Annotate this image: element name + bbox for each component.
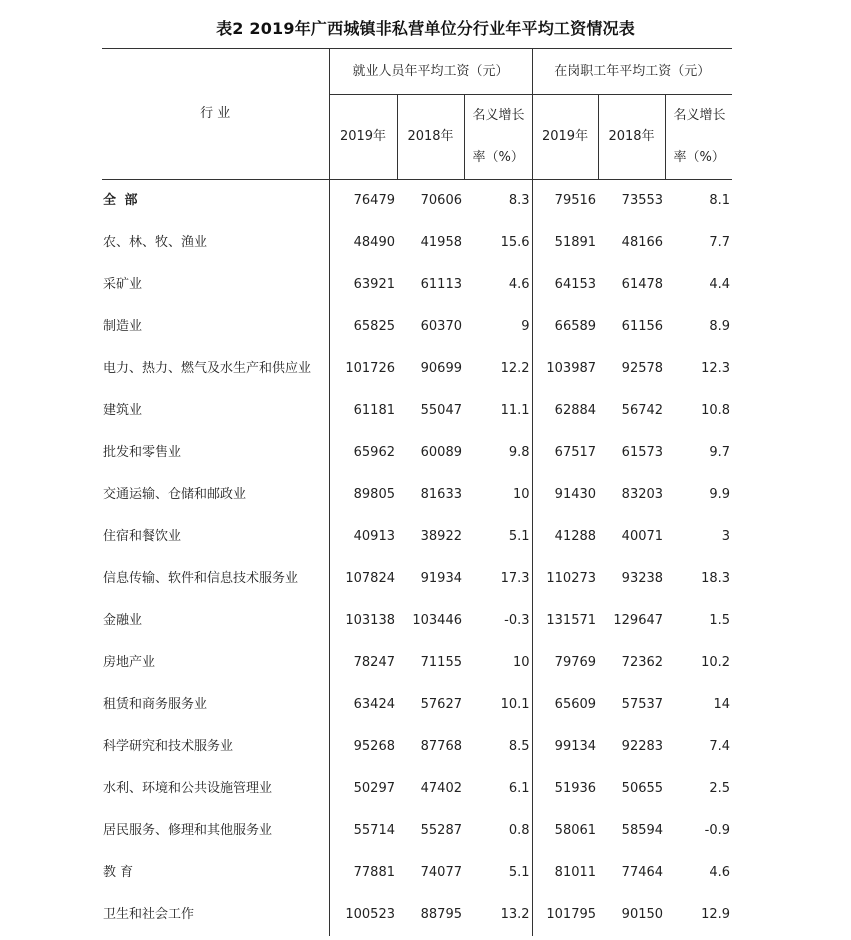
cell-onpost-2019: 65609 bbox=[532, 684, 598, 726]
cell-employed-2019: 63424 bbox=[329, 684, 397, 726]
cell-onpost-2019: 66589 bbox=[532, 306, 598, 348]
cell-onpost-2019: 103987 bbox=[532, 348, 598, 390]
cell-employed-growth: 10 bbox=[512, 486, 530, 502]
table-row bbox=[102, 600, 732, 642]
cell-onpost-2018: 92578 bbox=[621, 360, 664, 376]
cell-onpost-2019: 81011 bbox=[532, 852, 598, 894]
cell-employed-2019: 107824 bbox=[329, 558, 397, 600]
header-growth-line1: 名义增长 bbox=[673, 108, 726, 123]
cell-onpost-growth: 4.4 bbox=[709, 276, 731, 292]
header-industry: 行 业 bbox=[102, 49, 329, 180]
header-group-employed: 就业人员年平均工资（元） bbox=[329, 49, 532, 95]
cell-onpost-2018: 48166 bbox=[621, 234, 664, 250]
cell-employed-growth: 4.6 bbox=[508, 276, 530, 292]
cell-onpost-growth: 9.9 bbox=[709, 486, 731, 502]
table-row bbox=[102, 516, 732, 558]
header-group-onpost: 在岗职工年平均工资（元） bbox=[532, 49, 732, 95]
cell-employed-2018: 88795 bbox=[420, 906, 462, 922]
table-row bbox=[102, 894, 732, 936]
cell-employed-2018: 81633 bbox=[420, 486, 462, 502]
cell-employed-2019: 65825 bbox=[329, 306, 397, 348]
cell-employed-2018: 90699 bbox=[420, 360, 462, 376]
cell-employed-2018: 55047 bbox=[420, 402, 462, 418]
cell-employed-growth: 5.1 bbox=[508, 528, 530, 544]
cell-onpost-growth: 18.3 bbox=[701, 570, 731, 586]
table-row bbox=[102, 222, 732, 264]
cell-onpost-2019: 131571 bbox=[532, 600, 598, 642]
cell-onpost-2019: 99134 bbox=[532, 726, 598, 768]
cell-employed-2019: 40913 bbox=[329, 516, 397, 558]
cell-onpost-2019: 41288 bbox=[532, 516, 598, 558]
table-header bbox=[102, 49, 732, 180]
cell-onpost-2019: 64153 bbox=[532, 264, 598, 306]
cell-employed-growth: 5.1 bbox=[508, 864, 530, 880]
cell-employed-2018: 47402 bbox=[420, 780, 462, 796]
cell-onpost-2018: 93238 bbox=[621, 570, 664, 586]
table-row bbox=[102, 390, 732, 432]
cell-employed-growth: 15.6 bbox=[500, 234, 530, 250]
row-industry-name: 制造业 bbox=[103, 318, 143, 334]
cell-onpost-2018: 61573 bbox=[621, 444, 664, 460]
cell-employed-2019: 50297 bbox=[329, 768, 397, 810]
header-employed-growth bbox=[464, 95, 532, 180]
row-industry-name: 全 部 bbox=[103, 192, 140, 208]
cell-employed-growth: 9.8 bbox=[508, 444, 530, 460]
header-growth-line2: 率（%） bbox=[472, 150, 524, 165]
cell-employed-2018: 74077 bbox=[420, 864, 462, 880]
cell-onpost-2018: 83203 bbox=[621, 486, 664, 502]
cell-onpost-2019: 51936 bbox=[532, 768, 598, 810]
cell-employed-2018: 87768 bbox=[420, 738, 462, 754]
cell-employed-2019: 63921 bbox=[329, 264, 397, 306]
row-industry-name: 农、林、牧、渔业 bbox=[103, 234, 208, 250]
cell-onpost-2019: 67517 bbox=[532, 432, 598, 474]
row-industry-name: 住宿和餐饮业 bbox=[103, 528, 182, 544]
cell-onpost-growth: 14 bbox=[713, 696, 731, 712]
cell-onpost-2019: 62884 bbox=[532, 390, 598, 432]
header-onpost-2019: 2019年 bbox=[532, 95, 598, 180]
cell-employed-2019: 103138 bbox=[329, 600, 397, 642]
table-row bbox=[102, 852, 732, 894]
cell-onpost-2019: 91430 bbox=[532, 474, 598, 516]
cell-employed-2018: 103446 bbox=[412, 612, 462, 628]
cell-employed-2019: 48490 bbox=[329, 222, 397, 264]
row-industry-name: 信息传输、软件和信息技术服务业 bbox=[103, 570, 299, 586]
cell-employed-2018: 38922 bbox=[420, 528, 462, 544]
cell-onpost-growth: 7.7 bbox=[709, 234, 731, 250]
cell-employed-2018: 61113 bbox=[420, 276, 462, 292]
cell-onpost-2018: 50655 bbox=[621, 780, 664, 796]
row-industry-name: 建筑业 bbox=[103, 402, 143, 418]
cell-onpost-growth: 12.3 bbox=[701, 360, 731, 376]
table-row bbox=[102, 726, 732, 768]
row-industry-name: 批发和零售业 bbox=[103, 444, 182, 460]
cell-employed-2019: 100523 bbox=[329, 894, 397, 936]
cell-onpost-growth: 10.2 bbox=[701, 654, 731, 670]
cell-onpost-growth: 8.1 bbox=[709, 192, 731, 208]
cell-employed-2018: 60370 bbox=[420, 318, 462, 334]
cell-onpost-growth: 9.7 bbox=[709, 444, 731, 460]
row-industry-name: 科学研究和技术服务业 bbox=[103, 738, 234, 754]
cell-employed-growth: 13.2 bbox=[500, 906, 530, 922]
table-row bbox=[102, 306, 732, 348]
cell-onpost-growth: -0.9 bbox=[704, 822, 731, 838]
table-row bbox=[102, 180, 732, 222]
cell-employed-2018: 41958 bbox=[420, 234, 462, 250]
cell-employed-2018: 71155 bbox=[420, 654, 462, 670]
row-industry-name: 居民服务、修理和其他服务业 bbox=[103, 822, 273, 838]
cell-onpost-2019: 79516 bbox=[532, 180, 598, 222]
header-onpost-growth bbox=[665, 95, 732, 180]
wage-table bbox=[102, 48, 732, 936]
table-row bbox=[102, 474, 732, 516]
cell-employed-2018: 60089 bbox=[420, 444, 462, 460]
table-row bbox=[102, 558, 732, 600]
cell-onpost-2019: 110273 bbox=[532, 558, 598, 600]
cell-onpost-2018: 92283 bbox=[621, 738, 664, 754]
cell-onpost-growth: 1.5 bbox=[709, 612, 731, 628]
cell-onpost-growth: 2.5 bbox=[709, 780, 731, 796]
cell-employed-growth: 0.8 bbox=[508, 822, 530, 838]
cell-employed-growth: 8.3 bbox=[508, 192, 530, 208]
cell-employed-growth: 10 bbox=[512, 654, 530, 670]
header-growth-line1: 名义增长 bbox=[472, 108, 525, 123]
cell-onpost-2018: 77464 bbox=[621, 864, 664, 880]
cell-onpost-growth: 8.9 bbox=[709, 318, 731, 334]
cell-onpost-2018: 61156 bbox=[621, 318, 664, 334]
cell-employed-2019: 95268 bbox=[329, 726, 397, 768]
cell-onpost-2018: 90150 bbox=[621, 906, 664, 922]
row-industry-name: 租赁和商务服务业 bbox=[103, 696, 208, 712]
table-row bbox=[102, 348, 732, 390]
row-industry-name: 交通运输、仓储和邮政业 bbox=[103, 486, 247, 502]
cell-employed-growth: 12.2 bbox=[500, 360, 530, 376]
cell-employed-growth: -0.3 bbox=[504, 612, 530, 628]
row-industry-name: 房地产业 bbox=[103, 654, 156, 670]
cell-onpost-2019: 51891 bbox=[532, 222, 598, 264]
table-row bbox=[102, 684, 732, 726]
cell-onpost-2018: 73553 bbox=[621, 192, 664, 208]
row-industry-name: 卫生和社会工作 bbox=[103, 906, 195, 922]
cell-onpost-2018: 40071 bbox=[621, 528, 664, 544]
cell-employed-2019: 101726 bbox=[329, 348, 397, 390]
cell-employed-2019: 61181 bbox=[329, 390, 397, 432]
cell-onpost-2018: 72362 bbox=[621, 654, 664, 670]
cell-employed-2018: 55287 bbox=[420, 822, 462, 838]
cell-employed-2019: 78247 bbox=[329, 642, 397, 684]
table-row bbox=[102, 642, 732, 684]
header-growth-line2: 率（%） bbox=[673, 150, 725, 165]
cell-employed-2018: 57627 bbox=[420, 696, 462, 712]
cell-onpost-2019: 58061 bbox=[532, 810, 598, 852]
cell-employed-2019: 76479 bbox=[329, 180, 397, 222]
cell-onpost-2018: 61478 bbox=[621, 276, 664, 292]
cell-onpost-growth: 3 bbox=[721, 528, 731, 544]
cell-employed-2019: 65962 bbox=[329, 432, 397, 474]
table-row bbox=[102, 264, 732, 306]
header-onpost-2018: 2018年 bbox=[598, 95, 665, 180]
row-industry-name: 教 育 bbox=[103, 864, 134, 880]
row-industry-name: 电力、热力、燃气及水生产和供应业 bbox=[103, 360, 312, 376]
cell-onpost-2018: 57537 bbox=[621, 696, 664, 712]
cell-employed-growth: 17.3 bbox=[500, 570, 530, 586]
cell-onpost-2018: 129647 bbox=[613, 612, 664, 628]
cell-employed-2018: 91934 bbox=[420, 570, 462, 586]
table-row bbox=[102, 810, 732, 852]
cell-onpost-2019: 79769 bbox=[532, 642, 598, 684]
cell-onpost-growth: 10.8 bbox=[701, 402, 731, 418]
table-row bbox=[102, 768, 732, 810]
cell-employed-growth: 9 bbox=[521, 318, 530, 334]
cell-employed-growth: 6.1 bbox=[508, 780, 530, 796]
table-body bbox=[102, 180, 732, 936]
cell-employed-growth: 8.5 bbox=[508, 738, 530, 754]
cell-employed-2019: 55714 bbox=[329, 810, 397, 852]
header-employed-2018: 2018年 bbox=[397, 95, 464, 180]
cell-onpost-growth: 7.4 bbox=[709, 738, 731, 754]
cell-employed-growth: 11.1 bbox=[500, 402, 530, 418]
cell-onpost-growth: 12.9 bbox=[701, 906, 731, 922]
row-industry-name: 水利、环境和公共设施管理业 bbox=[103, 780, 273, 796]
cell-employed-2019: 89805 bbox=[329, 474, 397, 516]
table-row bbox=[102, 432, 732, 474]
cell-onpost-2019: 101795 bbox=[532, 894, 598, 936]
row-industry-name: 金融业 bbox=[103, 612, 143, 628]
cell-onpost-growth: 4.6 bbox=[709, 864, 731, 880]
header-employed-2019: 2019年 bbox=[329, 95, 397, 180]
cell-onpost-2018: 56742 bbox=[621, 402, 664, 418]
cell-employed-2019: 77881 bbox=[329, 852, 397, 894]
cell-onpost-2018: 58594 bbox=[621, 822, 664, 838]
cell-employed-growth: 10.1 bbox=[500, 696, 530, 712]
cell-employed-2018: 70606 bbox=[420, 192, 462, 208]
row-industry-name: 采矿业 bbox=[103, 276, 143, 292]
table-title: 表2 2019年广西城镇非私营单位分行业年平均工资情况表 bbox=[216, 19, 635, 38]
